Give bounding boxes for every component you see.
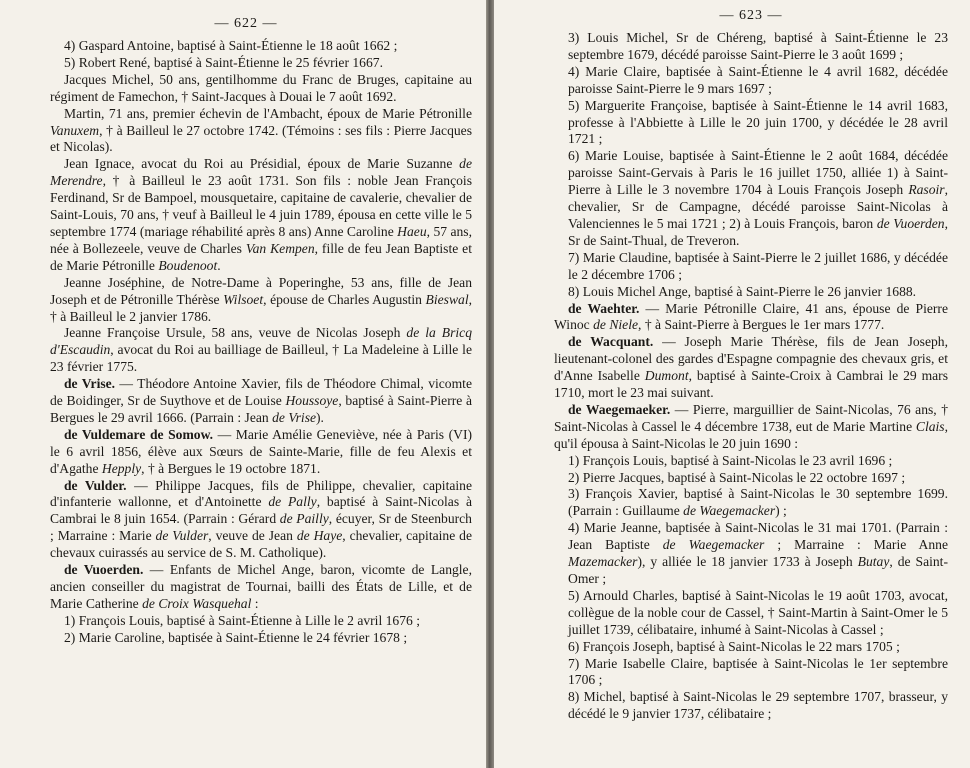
paragraph: 4) Marie Jeanne, baptisée à Saint-Nicolas le 31 mai 1701. (Parrain : Jean Baptiste de Waegemacker ; Marraine : Marie Anne Mazemacker), y alliée le 18 janvier 1733 à Joseph Butay, de Saint-Omer ; [568,520,948,586]
paragraph: Martin, 71 ans, premier échevin de l'Ambacht, époux de Marie Pétronille Vanuxem, † à Bailleul le 27 octobre 1742. (Témoins : ses fils : Pierre Jacques et Nicolas). [50,105,472,155]
paragraph: 7) Marie Claudine, baptisée à Saint-Pierre le 2 juillet 1686, y décédée le 2 décembre 1706 ; [568,249,948,282]
entry-heading: de Waegemaeker. [568,401,671,417]
entry-heading: de Vrise. [64,376,116,392]
paragraph: 1) François Louis, baptisé à Saint-Nicolas le 23 avril 1696 ; [568,452,893,468]
entry-de-vuoerden: de Vuoerden. — Enfants de Michel Ange, baron, vicomte de Langle, ancien conseiller du magistrat de Tournai, bailli des États de Lille, et de Marie Catherine de Croix Wasquehal : [50,562,472,611]
paragraph: Jean Ignace, avocat du Roi au Présidial, époux de Marie Suzanne de Merendre, † à Bailleul le 23 août 1731. Son fils : noble Jean François Ferdinand, Sr de Bampoel, mousquetaire, capitaine de cavalerie, chevalier de Saint-Louis, 70 ans, † veuf à Bailleul le 4 juin 1789, épousa en cette ville le 5 septembre 1774 (mariage réhabilité après 8 ans) Anne Caroline Haeu, 57 ans, née à Bollezeele, veuve de Charles Van Kempen, fille de feu Jean Baptiste et de Marie Pétronille Boudenoot. [50,156,472,273]
paragraph: 6) Marie Louise, baptisée à Saint-Étienne le 2 août 1684, décédée paroisse Saint-Gervais à Paris le 16 juillet 1750, alliée 1) à Saint-Pierre à Lille le 3 novembre 1704 à Louis François Joseph Rasoir, chevalier, Sr de Campagne, décédé paroisse Saint-Nicolas à Valenciennes le 5 mai 1721 ; 2) à Louis François, baron de Vuoerden, Sr de Saint-Thual, de Treveron. [568,148,948,248]
paragraph: 8) Michel, baptisé à Saint-Nicolas le 29 septembre 1707, brasseur, y décédé le 9 janvier 1737, célibataire ; [568,689,948,722]
entry-de-waegemaeker: de Waegemaeker. — Pierre, marguillier de Saint-Nicolas, 76 ans, † Saint-Nicolas à Cassel le 4 décembre 1738, eut de Marie Martine Clais, qu'il épousa à Saint-Nicolas le 20 juin 1690 : [554,401,948,451]
entry-de-waehter: de Waehter. — Marie Pétronille Claire, 41 ans, épouse de Pierre Winoc de Niele, † à Saint-Pierre à Bergues le 1er mars 1777. [554,300,948,333]
entry-heading: de Vulder. [64,477,127,493]
paragraph: 7) Marie Isabelle Claire, baptisée à Saint-Nicolas le 1er septembre 1706 ; [568,655,948,688]
paragraph: 5) Arnould Charles, baptisé à Saint-Nicolas le 19 août 1703, avocat, collègue de la noble cour de Cassel, † Saint-Martin à Saint-Omer le 5 juillet 1739, célibataire, inhumé à Saint-Nicolas à Cassel ; [568,587,948,637]
page-number: — 622 — [214,16,278,31]
entry-heading: de Wacquant. [568,334,654,350]
paragraph: 2) Pierre Jacques, baptisé à Saint-Nicolas le 22 octobre 1697 ; [568,469,906,485]
paragraph: 5) Robert René, baptisé à Saint-Étienne le 25 février 1667. [64,54,383,70]
paragraph: Jacques Michel, 50 ans, gentilhomme du Franc de Bruges, capitaine au régiment de Famechon, † Saint-Jacques à Douai le 7 août 1692. [50,71,472,104]
entry-de-vuldemare: de Vuldemare de Somow. — Marie Amélie Geneviève, née à Paris (VI) le 6 avril 1856, élève aux Sœurs de Sainte-Marie, fille de feu Alexis et d'Agathe Hepply, † à Bergues le 19 octobre 1871. [50,426,472,476]
entry-de-vrise: de Vrise. — Théodore Antoine Xavier, fils de Théodore Chimal, vicomte de Boidinger, Sr de Suythove et de Louise Houssoye, baptisé à Saint-Pierre à Bergues le 29 avril 1666. (Parrain : Jean de Vrise). [50,376,472,425]
entry-heading: de Waehter. [568,300,640,316]
paragraph: 5) Marguerite Françoise, baptisée à Saint-Étienne le 14 avril 1683, professe à l'Abbiette à Lille le 20 juin 1700, y décédée le 28 avril 1721 ; [568,97,948,147]
entry-heading: de Vuoerden. [64,562,144,578]
paragraph: Jeanne Joséphine, de Notre-Dame à Poperinghe, 53 ans, fille de Jean Joseph et de Pétronille Thérèse Wilsoet, épouse de Charles Augustin Bieswal, † à Bailleul le 2 janvier 1786. [50,274,472,324]
paragraph: 4) Gaspard Antoine, baptisé à Saint-Étienne le 18 août 1662 ; [64,38,398,53]
paragraph: 3) François Xavier, baptisé à Saint-Nicolas le 30 septembre 1699. (Parrain : Guillaume de Waegemacker) ; [568,486,948,519]
left-page-text [50,38,472,647]
paragraph: 8) Louis Michel Ange, baptisé à Saint-Pierre le 26 janvier 1688. [568,283,917,299]
entry-heading: de Vuldemare de Somow. [64,426,214,442]
paragraph: 3) Louis Michel, Sr de Chéreng, baptisé à Saint-Étienne le 23 septembre 1679, décédé paroisse Saint-Pierre le 3 août 1699 ; [568,30,948,62]
right-page-text [554,30,948,723]
paragraph: 6) François Joseph, baptisé à Saint-Nicolas le 22 mars 1705 ; [568,638,900,654]
entry-de-vulder: de Vulder. — Philippe Jacques, fils de Philippe, chevalier, capitaine d'infanterie wallonne, et d'Antoinette de Pally, baptisé à Saint-Nicolas à Cambrai le 8 juin 1654. (Parrain : Gérard de Pailly, écuyer, Sr de Steenburch ; Marraine : Marie de Vulder, veuve de Jean de Haye, chevalier, capitaine de chevaux cuirassés au service de S. M. Catholique). [50,477,472,561]
paragraph: Jeanne Françoise Ursule, 58 ans, veuve de Nicolas Joseph de la Bricq d'Escaudin, avocat du Roi au bailliage de Bailleul, † La Madeleine à Lille le 23 février 1775. [50,325,472,375]
paragraph: 1) François Louis, baptisé à Saint-Étienne à Lille le 2 avril 1676 ; [64,612,420,628]
paragraph: 2) Marie Caroline, baptisée à Saint-Étienne le 24 février 1678 ; [64,629,408,645]
right-page [494,0,970,768]
page-number: — 623 — [719,8,783,23]
paragraph: 4) Marie Claire, baptisée à Saint-Étienne le 4 avril 1682, décédée paroisse Saint-Pierre le 9 mars 1697 ; [568,63,948,96]
book-gutter [486,0,494,768]
entry-de-wacquant: de Wacquant. — Joseph Marie Thérèse, fils de Jean Joseph, lieutenant-colonel des gardes d'Espagne compagnie des chevaux gris, et d'Anne Isabelle Dumont, baptisé à Sainte-Croix à Cambrai le 29 mars 1710, mort le 23 mai suivant. [554,334,948,401]
